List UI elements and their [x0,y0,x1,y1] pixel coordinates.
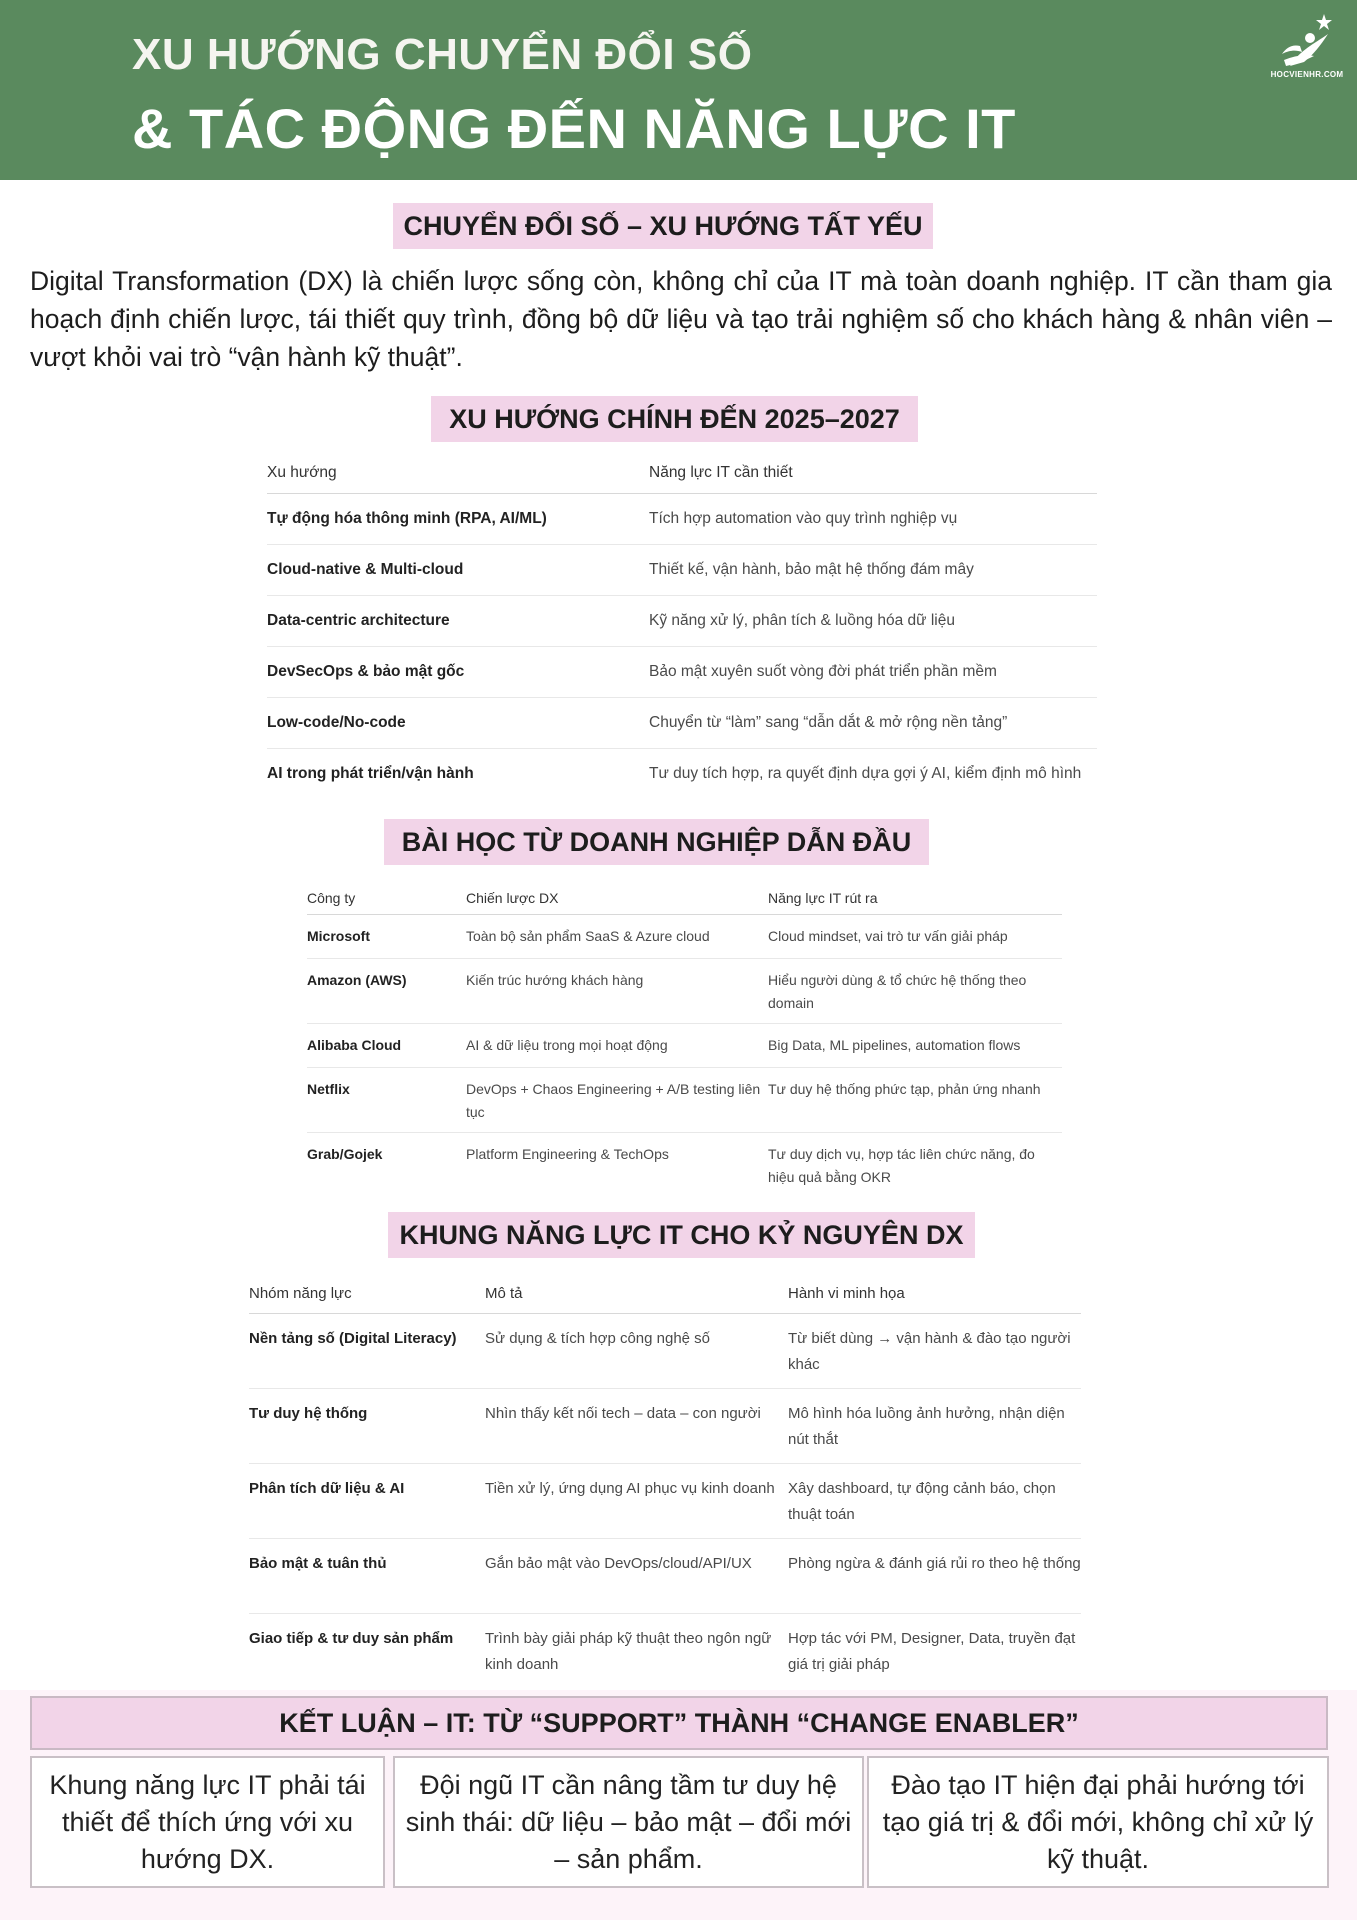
company-cell: Microsoft [307,914,466,958]
framework-table [249,1277,1081,1688]
lesson-cell: Cloud mindset, vai trò tư vấn giải pháp [768,914,1062,958]
capability-cell: Tích hợp automation vào quy trình nghiệp vụ [649,493,1097,544]
table-row [267,595,1097,646]
behavior-cell: Phòng ngừa & đánh giá rủi ro theo hệ thống [788,1538,1081,1613]
section-title-dx-trend: CHUYỂN ĐỔI SỐ – XU HƯỚNG TẤT YẾU [393,203,933,249]
description-cell: Gắn bảo mật vào DevOps/cloud/API/UX [485,1538,788,1613]
column-header: Mô tả [485,1277,788,1313]
table-row [307,1132,1062,1197]
page-title-line1: XU HƯỚNG CHUYỂN ĐỔI SỐ [132,30,753,79]
capability-cell: Chuyển từ “làm” sang “dẫn dắt & mở rộng nền tảng” [649,697,1097,748]
lesson-cell: Tư duy dịch vụ, hợp tác liên chức năng, đo hiệu quả bằng OKR [768,1145,1035,1185]
table-row [249,1538,1081,1613]
table-row [307,958,1062,1023]
table-row [267,748,1097,799]
description-cell: Trình bày giải pháp kỹ thuật theo ngôn ngữ kinh doanh [485,1629,772,1673]
table-row [249,1313,1081,1388]
header-banner [0,0,1357,180]
lessons-table [307,884,1062,1197]
column-header: Hành vi minh họa [788,1277,1081,1313]
column-header: Xu hướng [267,456,649,493]
table-header-row [267,456,1097,493]
table-row [307,1023,1062,1067]
conclusion-box: Đội ngũ IT cần nâng tầm tư duy hệ sinh thái: dữ liệu – bảo mật – đổi mới – sản phẩm. [393,1756,864,1888]
group-cell: Phân tích dữ liệu & AI [249,1463,485,1538]
table-row [307,914,1062,958]
description-cell: Sử dụng & tích hợp công nghệ số [485,1313,788,1388]
logo-text: HOCVIENHR.COM [1270,70,1344,79]
table-row [249,1388,1081,1463]
column-header: Công ty [307,884,466,914]
strategy-cell: Platform Engineering & TechOps [466,1145,669,1162]
lesson-cell: Big Data, ML pipelines, automation flows [768,1023,1062,1067]
column-header: Năng lực IT cần thiết [649,456,1097,493]
section-title-main-trends: XU HƯỚNG CHÍNH ĐẾN 2025–2027 [431,396,918,442]
strategy-cell: Toàn bộ sản phẩm SaaS & Azure cloud [466,914,768,958]
group-cell: Bảo mật & tuân thủ [249,1538,485,1613]
group-cell: Giao tiếp & tư duy sản phẩm [249,1629,454,1647]
behavior-cell: Hợp tác với PM, Designer, Data, truyền đạt giá trị giải pháp [788,1629,1076,1673]
lesson-cell: Hiểu người dùng & tổ chức hệ thống theo domain [768,958,1062,1023]
behavior-cell: Mô hình hóa luồng ảnh hưởng, nhận diện nút thắt [788,1388,1081,1463]
company-cell: Alibaba Cloud [307,1023,466,1067]
table-row [249,1463,1081,1538]
column-header: Chiến lược DX [466,884,768,914]
conclusion-box: Khung năng lực IT phải tái thiết để thích ứng với xu hướng DX. [30,1756,385,1888]
column-header: Nhóm năng lực [249,1277,485,1313]
section-title-lessons: BÀI HỌC TỪ DOANH NGHIỆP DẪN ĐẦU [384,819,929,865]
lesson-cell: Tư duy hệ thống phức tạp, phản ứng nhanh [768,1067,1062,1132]
capability-cell: Bảo mật xuyên suốt vòng đời phát triển phần mềm [649,646,1097,697]
capability-cell: Kỹ năng xử lý, phân tích & luồng hóa dữ liệu [649,595,1097,646]
trends-table [267,456,1097,799]
table-row [267,493,1097,544]
trend-cell: DevSecOps & bảo mật gốc [267,646,649,697]
behavior-cell: Xây dashboard, tự động cảnh báo, chọn thuật toán [788,1463,1081,1538]
group-cell: Tư duy hệ thống [249,1388,485,1463]
intro-paragraph: Digital Transformation (DX) là chiến lược sống còn, không chỉ của IT mà toàn doanh nghiệp. IT cần tham gia hoạch định chiến lược, tái thiết quy trình, đồng bộ dữ liệu và tạo trải nghiệm số cho khách hàng & nhân viên – vượt khỏi vai trò “vận hành kỹ thuật”. [30,266,1332,372]
column-header: Năng lực IT rút ra [768,884,1062,914]
trend-cell: Data-centric architecture [267,595,649,646]
description-cell: Nhìn thấy kết nối tech – data – con người [485,1388,788,1463]
capability-cell: Thiết kế, vận hành, bảo mật hệ thống đám mây [649,544,1097,595]
table-row [267,544,1097,595]
company-cell: Netflix [307,1067,466,1132]
trend-cell: AI trong phát triển/vận hành [267,764,474,782]
strategy-cell: AI & dữ liệu trong mọi hoạt động [466,1023,768,1067]
table-header-row [307,884,1062,914]
company-cell: Grab/Gojek [307,1145,383,1162]
table-row [307,1067,1062,1132]
table-row [249,1613,1081,1688]
strategy-cell: DevOps + Chaos Engineering + A/B testing liên tục [466,1067,768,1132]
trend-cell: Cloud-native & Multi-cloud [267,544,649,595]
behavior-cell: Từ biết dùng → vận hành & đào tạo người khác [788,1313,1081,1388]
description-cell: Tiền xử lý, ứng dụng AI phục vụ kinh doanh [485,1463,788,1538]
capability-cell: Tư duy tích hợp, ra quyết định dựa gợi ý AI, kiểm định mô hình [649,764,1082,782]
table-header-row [249,1277,1081,1313]
conclusion-box: Đào tạo IT hiện đại phải hướng tới tạo giá trị & đổi mới, không chỉ xử lý kỹ thuật. [867,1756,1329,1888]
trend-cell: Tự động hóa thông minh (RPA, AI/ML) [267,493,649,544]
strategy-cell: Kiến trúc hướng khách hàng [466,958,768,1023]
company-cell: Amazon (AWS) [307,958,466,1023]
trend-cell: Low-code/No-code [267,697,649,748]
section-title-framework: KHUNG NĂNG LỰC IT CHO KỶ NGUYÊN DX [388,1212,975,1258]
table-row [267,646,1097,697]
table-row [267,697,1097,748]
group-cell: Nền tảng số (Digital Literacy) [249,1313,485,1388]
page-title-line2: & TÁC ĐỘNG ĐẾN NĂNG LỰC IT [132,97,1016,160]
conclusion-title: KẾT LUẬN – IT: TỪ “SUPPORT” THÀNH “CHANGE ENABLER” [30,1696,1328,1750]
